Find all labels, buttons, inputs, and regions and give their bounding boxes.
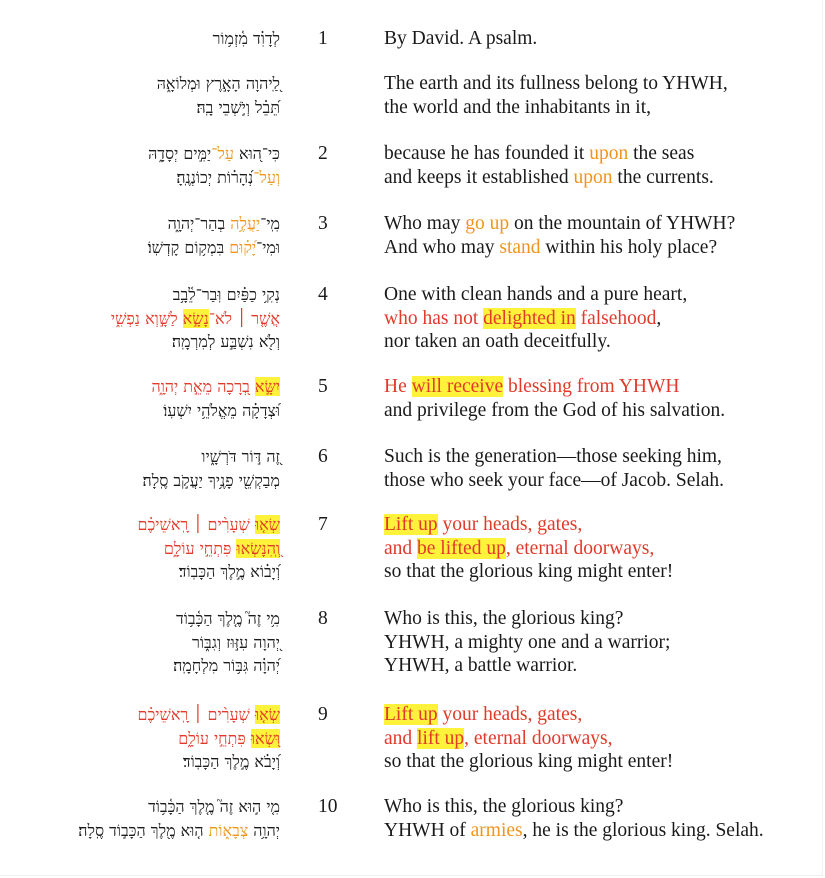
english-translation [384,795,764,842]
english-translation [384,72,728,119]
text-segment: וְלֹ֖א נִשְׁבַּ֣ע לְמִרְמָֽה׃ [171,332,280,351]
hebrew-line [0,654,280,678]
hebrew-line [0,399,280,423]
text-segment: and keeps it established [384,166,574,188]
text-segment: the seas [628,143,695,164]
hebrew-line [0,27,280,51]
text-segment: מִ֤י ה֣וּא זֶה֮ מֶ֤לֶךְ הַכָּ֫ב֥וֹד [148,797,280,816]
hebrew-text [0,375,280,422]
hebrew-line [0,236,280,260]
english-line [384,560,673,584]
verse-number: 1 [318,28,328,49]
english-line [384,513,673,537]
orange-keyword: armies [470,819,523,841]
verse-number: 7 [318,514,328,535]
hebrew-line [0,607,280,631]
english-line [384,819,764,843]
hebrew-line [0,537,280,561]
verse-number: 9 [318,704,328,725]
hebrew-line [0,96,280,120]
text-segment: וּמִי־ [256,237,280,257]
text-segment: Who is this, the glorious king? [384,796,624,817]
text-segment: Who may [384,213,466,234]
hebrew-line [0,513,280,537]
verse-number: 4 [318,284,328,305]
orange-keyword: upon [589,143,629,164]
text-segment: וְ֝יָב֗וֹא מֶ֣לֶךְ הַכָּבֽוֹד׃ [178,562,280,581]
english-line [384,330,687,354]
hebrew-text [0,795,280,842]
hebrew-text [0,513,280,584]
english-translation [384,375,725,422]
text-segment: ה֤וּא מֶ֖לֶךְ הַכָּב֣וֹד סֶֽלָה׃ [78,820,209,840]
hebrew-text [0,607,280,678]
hebrew-line [0,72,280,96]
red-phrase: and [384,727,418,749]
english-line [384,537,673,561]
hebrew-line [0,703,280,727]
text-segment: YHWH of [384,819,471,841]
red-phrase: , eternal doorways, [505,537,655,559]
text-segment: זֶ֭ה דּ֣וֹר דֹּרְשָׁ֑יו [201,447,280,466]
text-segment: YHWH, a mighty one and a warrior; [384,631,671,653]
english-translation [384,142,714,189]
red-phrase: אֲשֶׁ֤ר ׀ לֹא־ [208,308,280,328]
hebrew-line [0,750,280,774]
highlighted-phrase: Lift up [384,514,438,535]
text-segment: נְ֝הָר֗וֹת יְכוֹנְנֶֽהָ׃ [176,167,254,187]
hebrew-line [0,560,280,584]
english-line [384,212,735,236]
english-translation [384,283,687,354]
hebrew-line [0,330,280,354]
highlighted-phrase: וּ֭שְׂאוּ [250,728,280,748]
english-line [384,307,687,331]
text-segment: and privilege from the God of his salvation. [384,399,726,421]
english-line [384,283,687,307]
orange-keyword: יָ֝ק֗וּם [229,237,257,257]
english-translation [384,513,673,584]
highlighted-phrase: lift up [417,727,465,749]
orange-keyword: צְבָא֑וֹת [208,820,249,840]
text-segment: the world and the inhabitants in it, [384,96,651,118]
orange-keyword: go up [465,213,510,234]
red-phrase: who has not [384,307,484,329]
red-phrase: your heads, gates, [437,514,583,535]
text-segment: because he has founded it [384,143,590,164]
text-segment: One with clean hands and a pure heart, [384,284,688,305]
red-phrase: falsehood [575,307,657,329]
text-segment: The earth and its fullness belong to YHWH, [384,73,728,94]
text-segment: מְבַקְשֵׁ֖י פָנֶ֥יךָ יַעֲקֹ֣ב סֶֽלָה׃ [142,470,280,490]
highlighted-phrase: נָשָׂ֣א [182,308,209,328]
red-phrase: פִּתְחֵ֣י עוֹלָ֑ם [163,538,237,558]
orange-keyword: וְעַל־ [253,167,280,187]
hebrew-line [0,166,280,190]
hebrew-line [0,142,280,166]
hebrew-text [0,212,280,259]
verse-number: 10 [318,796,338,817]
english-translation [384,212,735,259]
highlighted-phrase: שְׂא֤וּ [254,515,280,534]
text-segment: וּ֝צְדָקָ֗ה מֵאֱלֹהֵ֥י יִשְׁעֽוֹ׃ [163,400,280,420]
red-phrase: לַשָּׁ֣וְא נַפְשִׁ֑י [110,308,183,328]
red-phrase: , eternal doorways, [464,727,613,749]
english-line [384,469,724,493]
english-translation [384,607,670,678]
hebrew-line [0,375,280,399]
text-segment: יְ֭הוָה עִזּ֣וּז וְגִבּ֑וֹר [192,632,280,652]
hebrew-text [0,27,280,51]
hebrew-line [0,469,280,493]
text-segment: כִּי־ה֭וּא [233,144,280,163]
hebrew-text [0,445,280,492]
highlighted-phrase: be lifted up [417,537,506,559]
highlighted-phrase: וְֽ֭הִנָּשְׂאוּ [236,538,280,558]
english-line [384,631,670,655]
english-line [384,27,537,51]
text-segment: so that the glorious king might enter! [384,561,674,582]
hebrew-line [0,631,280,655]
english-line [384,72,728,96]
english-line [384,166,714,190]
text-segment: , [656,307,662,329]
text-segment: By David. A psalm. [384,28,538,49]
text-segment: YHWH, a battle warrior. [384,655,578,676]
text-segment: לְדָוִ֗ד מִ֫זְמ֥וֹר [212,29,280,48]
orange-keyword: stand [499,236,541,258]
text-segment: those who seek your face—of Jacob. Selah. [384,469,725,491]
text-segment: בְהַר־יְהוָ֑ה [167,214,231,233]
orange-keyword: יַעֲלֶ֥ה [230,214,261,233]
text-segment: יַמִּ֣ים יְסָדָ֑הּ [148,144,212,163]
highlighted-phrase: יִשָּׂ֣א [254,377,280,396]
verse-number: 6 [318,446,328,467]
english-translation [384,445,724,492]
text-segment: Such is the generation—those seeking him, [384,446,722,467]
highlighted-phrase: will receive [411,376,504,397]
hebrew-text [0,72,280,119]
red-phrase: He [384,376,412,397]
english-translation [384,703,673,774]
english-line [384,96,728,120]
text-segment: And who may [384,236,500,258]
orange-keyword: עַל־ [211,144,234,163]
english-line [384,236,735,260]
text-segment: Who is this, the glorious king? [384,608,624,629]
text-segment: מִ֥י זֶה֮ מֶ֤לֶךְ הַכָּ֫ב֥וֹד [176,609,280,628]
english-line [384,750,673,774]
red-phrase: שְׁעָרִ֨ים ׀ רָֽאשֵׁיכֶ֗ם [137,705,255,724]
verse-number: 2 [318,143,328,164]
english-line [384,375,725,399]
verse-number: 8 [318,608,328,629]
red-phrase: and [384,537,418,559]
text-segment: within his holy place? [540,236,718,258]
red-phrase: פִּתְחֵ֣י עוֹלָ֑ם [178,728,251,748]
hebrew-text [0,283,280,354]
hebrew-line [0,212,280,236]
text-segment: בִּמְק֥וֹם קָדְשֽׁוֹ׃ [147,237,230,257]
verse-number: 3 [318,213,328,234]
hebrew-line [0,819,280,843]
text-segment: , he is the glorious king. Selah. [522,819,764,841]
text-segment: יְהוָ֥ה [248,820,280,840]
text-segment: נְקִ֥י כַפַּ֗יִם וּֽבַר־לֵ֫בָ֥ב [172,285,280,304]
text-segment: nor taken an oath deceitfully. [384,331,611,352]
hebrew-line [0,727,280,751]
english-line [384,795,764,819]
english-line [384,703,673,727]
red-phrase: your heads, gates, [437,704,583,725]
highlighted-phrase: שְׂא֤וּ [254,705,280,724]
text-segment: תֵּ֝בֵ֗ל וְיֹ֣שְׁבֵי בָֽהּ׃ [196,97,280,117]
orange-keyword: upon [573,166,613,188]
english-line [384,727,673,751]
hebrew-line [0,283,280,307]
english-line [384,654,670,678]
text-segment: וְ֝יָבֹ֗א מֶ֣לֶךְ הַכָּבֽוֹד׃ [182,752,280,771]
text-segment: so that the glorious king might enter! [384,751,674,772]
english-line [384,399,725,423]
text-segment: לַֽ֭יהוָה הָאָ֣רֶץ וּמְלוֹאָ֑הּ [156,74,280,93]
english-line [384,607,670,631]
english-translation [384,27,537,51]
hebrew-line [0,307,280,331]
hebrew-line [0,795,280,819]
text-segment: the currents. [612,166,714,188]
english-line [384,142,714,166]
hebrew-text [0,142,280,189]
text-segment: מִֽי־ [260,214,280,233]
highlighted-phrase: Lift up [384,704,438,725]
red-phrase: blessing from YHWH [503,376,680,397]
highlighted-phrase: delighted in [483,307,576,329]
hebrew-text [0,703,280,774]
hebrew-line [0,445,280,469]
text-segment: יְ֝הוָ֗ה גִּבּ֥וֹר מִלְחָמָֽה׃ [173,656,280,675]
english-line [384,445,724,469]
verse-number: 5 [318,376,328,397]
red-phrase: שְׁעָרִ֨ים ׀ רָֽאשֵׁיכֶ֗ם [137,515,255,534]
red-phrase: בְ֭רָכָה מֵאֵ֣ת יְהוָ֑ה [151,377,255,396]
text-segment: on the mountain of YHWH? [509,213,736,234]
